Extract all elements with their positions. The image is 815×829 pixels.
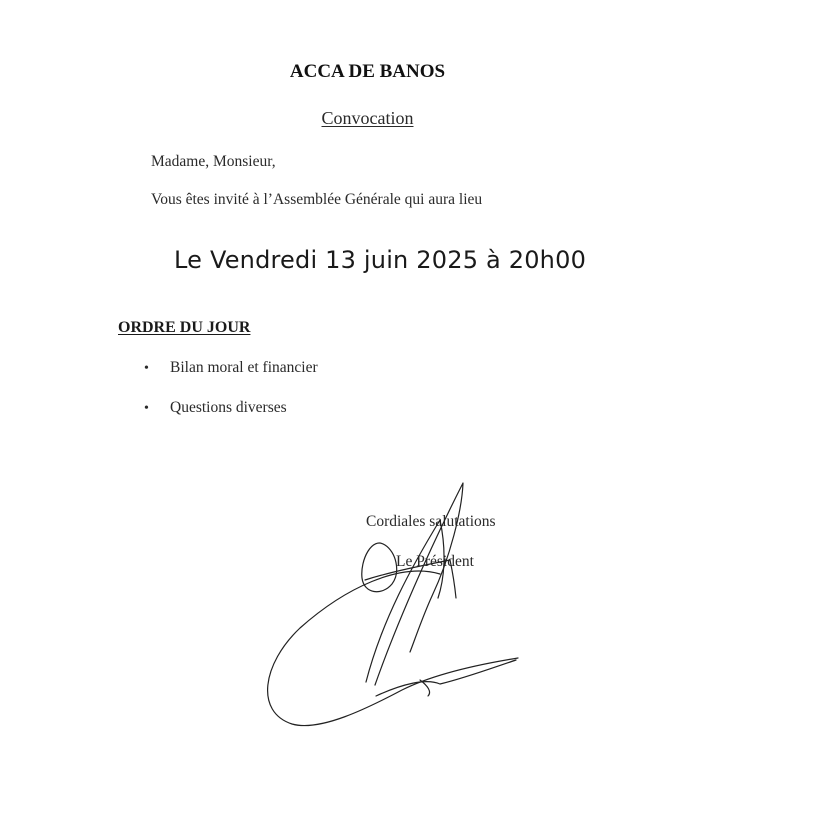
bullet-icon: • bbox=[144, 361, 149, 376]
agenda-item bbox=[144, 359, 318, 377]
signatory-title: Le Président bbox=[396, 553, 474, 570]
document-subtitle: Convocation bbox=[321, 108, 414, 128]
document-title: ACCA DE BANOS bbox=[289, 61, 446, 82]
agenda-heading: ORDRE DU JOUR bbox=[118, 319, 251, 336]
agenda-item-label: Bilan moral et financier bbox=[170, 359, 318, 376]
closing-text: Cordiales salutations bbox=[366, 513, 496, 530]
salutation-text: Madame, Monsieur, bbox=[151, 153, 276, 170]
invitation-text: Vous êtes invité à l’Assemblée Générale qui aura lieu bbox=[151, 191, 483, 208]
agenda-item-label: Questions diverses bbox=[170, 399, 287, 416]
bullet-icon: • bbox=[144, 401, 149, 416]
meeting-date: Le Vendredi 13 juin 2025 à 20h00 bbox=[174, 246, 587, 274]
agenda-item bbox=[144, 399, 287, 417]
